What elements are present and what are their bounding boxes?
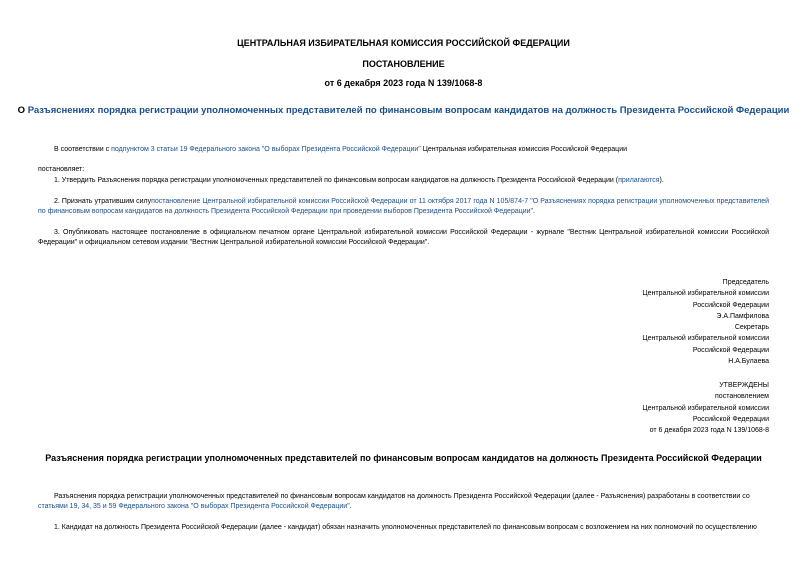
intro-paragraph [38,145,769,155]
annex-paragraph-1-text: Разъяснения порядка регистрации уполномоченных представителей по финансовым вопросам кандидатов на должность Президента Российской Федерации (далее - Разъяснения) разработаны в соответствии со [54,493,750,500]
intro-text: В соответствии с [54,146,112,153]
approval-line: УТВЕРЖДЕНЫ [719,382,769,389]
signature-block [642,277,769,367]
repealed-decree-link[interactable]: постановление Центральной избирательной комиссии Российской Федерации от 11 октября 2017 года N 105/874-7 "О Разъяснениях порядка регистрации уполномоченных представителей по финансовым вопросам кандидатов на должность Президента Российской Федерации при проведении выборов Президента Российской Федерации" [38,198,769,215]
title-link[interactable]: Разъяснениях порядка регистрации уполномоченных представителей по финансовым вопросам кандидатов на должность Президента Российской Федерации [27,105,790,116]
annex-paragraph-1-end: . [349,503,352,510]
item-1 [38,176,769,186]
annex-paragraph-1 [38,492,769,512]
document-type: ПОСТАНОВЛЕНИЕ [362,59,445,69]
issuing-authority: ЦЕНТРАЛЬНАЯ ИЗБИРАТЕЛЬНАЯ КОМИССИЯ РОССИЙСКОЙ ФЕДЕРАЦИИ [237,38,570,48]
approval-block [642,380,769,436]
item-2 [38,197,769,217]
approval-line: Российской Федерации [692,415,769,423]
approval-line: Центральной избирательной комиссии [642,404,769,412]
signature-line: Н.А.Булаева [728,358,769,366]
law-articles-link[interactable]: статьями 19, 34, 35 и 59 Федерального закона "О выборах Президента Российской Федерации" [38,503,350,510]
signature-line: Российской Федерации [692,346,769,354]
signature-line: Председатель [722,279,769,286]
approval-line: постановлением [715,393,769,401]
item-1-end: ). [659,177,664,184]
resolves-label: постановляет: [38,166,85,173]
item-1-text: 1. Утвердить Разъяснения порядка регистрации уполномоченных представителей по финансовым вопросам кандидатов на должность Президента Российской Федерации ( [54,177,619,184]
signature-line: Российской Федерации [692,301,769,309]
annex-title: Разъяснения порядка регистрации уполномоченных представителей по финансовым вопросам кандидатов на должность Президента Российской Федерации [45,453,762,463]
signature-line: Центральной избирательной комиссии [642,335,769,343]
signature-line: Секретарь [734,324,769,332]
title-prefix: О [17,105,28,116]
law-reference-link[interactable]: подпунктом 3 статьи 19 Федерального закона "О выборах Президента Российской Федерации" [111,146,421,153]
attachment-link[interactable]: прилагаются [618,177,660,184]
item-2-text: 2. Признать утратившим силу [54,198,152,205]
approval-line: от 6 декабря 2023 года N 139/1068-8 [649,427,769,435]
document-date-number: от 6 декабря 2023 года N 139/1068-8 [324,78,483,88]
item-2-end: . [533,208,535,215]
signature-line: Э.А.Памфилова [716,312,769,320]
annex-paragraph-2: 1. Кандидат на должность Президента Российской Федерации (далее - кандидат) обязан назначить уполномоченных представителей по финансовым вопросам с возложением на них полномочий по осуществлению [54,524,757,531]
document-title [0,105,807,116]
item-3: 3. Опубликовать настоящее постановление в официальном печатном органе Центральной избирательной комиссии Российской Федерации - журнале "Вестник Центральной избирательной комиссии Российской Федерации" и официальном сетевом издании "Вестник Центральной избирательной комиссии Российской Федерации". [38,229,769,246]
intro-text-end: Центральная избирательная комиссия Российской Федерации [420,146,628,153]
signature-line: Центральной избирательной комиссии [642,290,769,298]
